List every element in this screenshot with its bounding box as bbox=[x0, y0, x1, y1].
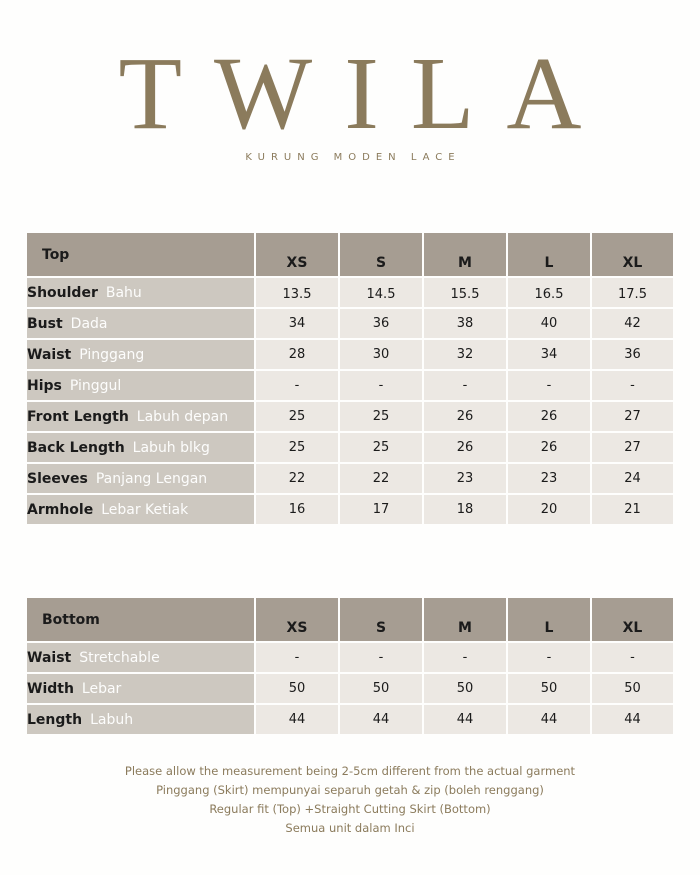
measurement-value: - bbox=[339, 642, 423, 673]
measurement-name-ms: Pinggul bbox=[69, 377, 122, 394]
measurement-name-en: Width bbox=[27, 680, 74, 697]
bottom-size-header: S bbox=[339, 597, 423, 642]
measurement-value: 21 bbox=[591, 494, 674, 525]
measurement-value: - bbox=[255, 370, 339, 401]
measurement-value: 27 bbox=[591, 432, 674, 463]
measurement-name-ms: Panjang Lengan bbox=[95, 470, 208, 487]
measurement-name-ms: Pinggang bbox=[79, 346, 145, 363]
measurement-name-ms: Labuh blkg bbox=[132, 439, 210, 456]
measurement-value: 50 bbox=[423, 673, 507, 704]
measurement-value: 26 bbox=[507, 401, 591, 432]
measurement-value: 26 bbox=[423, 401, 507, 432]
bottom-header-row bbox=[26, 597, 674, 642]
note-line: Please allow the measurement being 2-5cm different from the actual garment bbox=[124, 764, 576, 778]
bottom-size-header: L bbox=[507, 597, 591, 642]
measurement-value: 50 bbox=[507, 673, 591, 704]
measurement-name-ms: Labuh depan bbox=[136, 408, 229, 425]
measurement-value: - bbox=[507, 642, 591, 673]
measurement-value: 25 bbox=[339, 401, 423, 432]
measurement-name-ms: Lebar Ketiak bbox=[101, 501, 189, 518]
measurement-value: 42 bbox=[591, 308, 674, 339]
bottom-size-table bbox=[25, 596, 675, 736]
top-measurement-row bbox=[26, 277, 674, 308]
top-measurement-row bbox=[26, 370, 674, 401]
measurement-value: - bbox=[423, 642, 507, 673]
measurement-value: 44 bbox=[507, 704, 591, 735]
top-measurement-row bbox=[26, 432, 674, 463]
measurement-value: - bbox=[339, 370, 423, 401]
measurement-name-ms: Lebar bbox=[81, 680, 122, 697]
measurement-value: 50 bbox=[255, 673, 339, 704]
measurement-value: 50 bbox=[339, 673, 423, 704]
measurement-name-en: Hips bbox=[27, 377, 62, 394]
measurement-name-en: Front Length bbox=[27, 408, 129, 425]
top-category-label: Top bbox=[26, 232, 255, 277]
measurement-value: 32 bbox=[423, 339, 507, 370]
bottom-measurement-row bbox=[26, 704, 674, 735]
measurement-value: 17.5 bbox=[591, 277, 674, 308]
measurement-label bbox=[26, 432, 255, 463]
measurement-value: 23 bbox=[507, 463, 591, 494]
measurement-value: 25 bbox=[255, 401, 339, 432]
note-line: Regular fit (Top) +Straight Cutting Skirt (Bottom) bbox=[209, 802, 491, 816]
measurement-value: 16.5 bbox=[507, 277, 591, 308]
brand-tagline: KURUNG MODEN LACE bbox=[245, 152, 461, 163]
measurement-value: 17 bbox=[339, 494, 423, 525]
measurement-label bbox=[26, 642, 255, 673]
measurement-label bbox=[26, 277, 255, 308]
top-measurement-row bbox=[26, 401, 674, 432]
measurement-value: 24 bbox=[591, 463, 674, 494]
bottom-size-header: XL bbox=[591, 597, 674, 642]
measurement-name-ms: Labuh bbox=[90, 711, 134, 728]
top-size-header: S bbox=[339, 232, 423, 277]
measurement-value: 15.5 bbox=[423, 277, 507, 308]
measurement-value: 20 bbox=[507, 494, 591, 525]
measurement-value: 44 bbox=[255, 704, 339, 735]
measurement-value: 22 bbox=[339, 463, 423, 494]
measurement-value: 14.5 bbox=[339, 277, 423, 308]
measurement-value: 44 bbox=[339, 704, 423, 735]
measurement-value: 40 bbox=[507, 308, 591, 339]
top-header-row bbox=[26, 232, 674, 277]
measurement-name-en: Waist bbox=[27, 649, 72, 666]
measurement-value: 23 bbox=[423, 463, 507, 494]
measurement-label bbox=[26, 308, 255, 339]
measurement-value: 28 bbox=[255, 339, 339, 370]
measurement-value: 44 bbox=[423, 704, 507, 735]
brand-logo: TWILA bbox=[118, 36, 614, 151]
measurement-value: 18 bbox=[423, 494, 507, 525]
measurement-value: 13.5 bbox=[255, 277, 339, 308]
bottom-category-label: Bottom bbox=[26, 597, 255, 642]
measurement-name-en: Waist bbox=[27, 346, 72, 363]
measurement-label bbox=[26, 339, 255, 370]
measurement-value: 44 bbox=[591, 704, 674, 735]
top-size-table bbox=[25, 231, 675, 526]
bottom-measurement-row bbox=[26, 642, 674, 673]
measurement-value: - bbox=[507, 370, 591, 401]
measurement-value: 16 bbox=[255, 494, 339, 525]
measurement-value: - bbox=[423, 370, 507, 401]
measurement-label bbox=[26, 370, 255, 401]
measurement-value: 25 bbox=[339, 432, 423, 463]
note-line: Semua unit dalam Inci bbox=[285, 821, 415, 835]
top-measurement-row bbox=[26, 339, 674, 370]
measurement-name-en: Sleeves bbox=[27, 470, 88, 487]
measurement-name-en: Bust bbox=[27, 315, 63, 332]
measurement-value: 26 bbox=[507, 432, 591, 463]
measurement-value: 38 bbox=[423, 308, 507, 339]
measurement-name-en: Back Length bbox=[27, 439, 125, 456]
bottom-size-header: XS bbox=[255, 597, 339, 642]
top-size-header: M bbox=[423, 232, 507, 277]
measurement-value: 36 bbox=[339, 308, 423, 339]
measurement-name-en: Shoulder bbox=[27, 284, 98, 301]
measurement-label bbox=[26, 704, 255, 735]
top-measurement-row bbox=[26, 494, 674, 525]
measurement-value: 25 bbox=[255, 432, 339, 463]
measurement-name-en: Length bbox=[27, 711, 83, 728]
measurement-name-en: Armhole bbox=[27, 501, 94, 518]
measurement-value: - bbox=[591, 642, 674, 673]
top-measurement-row bbox=[26, 463, 674, 494]
measurement-name-ms: Bahu bbox=[105, 284, 142, 301]
measurement-value: 34 bbox=[507, 339, 591, 370]
measurement-value: 50 bbox=[591, 673, 674, 704]
measurement-label bbox=[26, 463, 255, 494]
measurement-value: 26 bbox=[423, 432, 507, 463]
measurement-label bbox=[26, 401, 255, 432]
bottom-size-header: M bbox=[423, 597, 507, 642]
top-size-header: L bbox=[507, 232, 591, 277]
top-size-header: XL bbox=[591, 232, 674, 277]
measurement-value: 34 bbox=[255, 308, 339, 339]
bottom-measurement-row bbox=[26, 673, 674, 704]
brand-header bbox=[0, 36, 700, 163]
measurement-value: - bbox=[591, 370, 674, 401]
measurement-value: - bbox=[255, 642, 339, 673]
measurement-value: 27 bbox=[591, 401, 674, 432]
top-size-header: XS bbox=[255, 232, 339, 277]
measurement-value: 30 bbox=[339, 339, 423, 370]
measurement-value: 22 bbox=[255, 463, 339, 494]
top-measurement-row bbox=[26, 308, 674, 339]
measurement-name-ms: Dada bbox=[70, 315, 108, 332]
measurement-name-ms: Stretchable bbox=[79, 649, 160, 666]
note-line: Pinggang (Skirt) mempunyai separuh getah & zip (boleh renggang) bbox=[156, 783, 544, 797]
size-notes bbox=[0, 762, 700, 838]
measurement-label bbox=[26, 494, 255, 525]
measurement-label bbox=[26, 673, 255, 704]
measurement-value: 36 bbox=[591, 339, 674, 370]
